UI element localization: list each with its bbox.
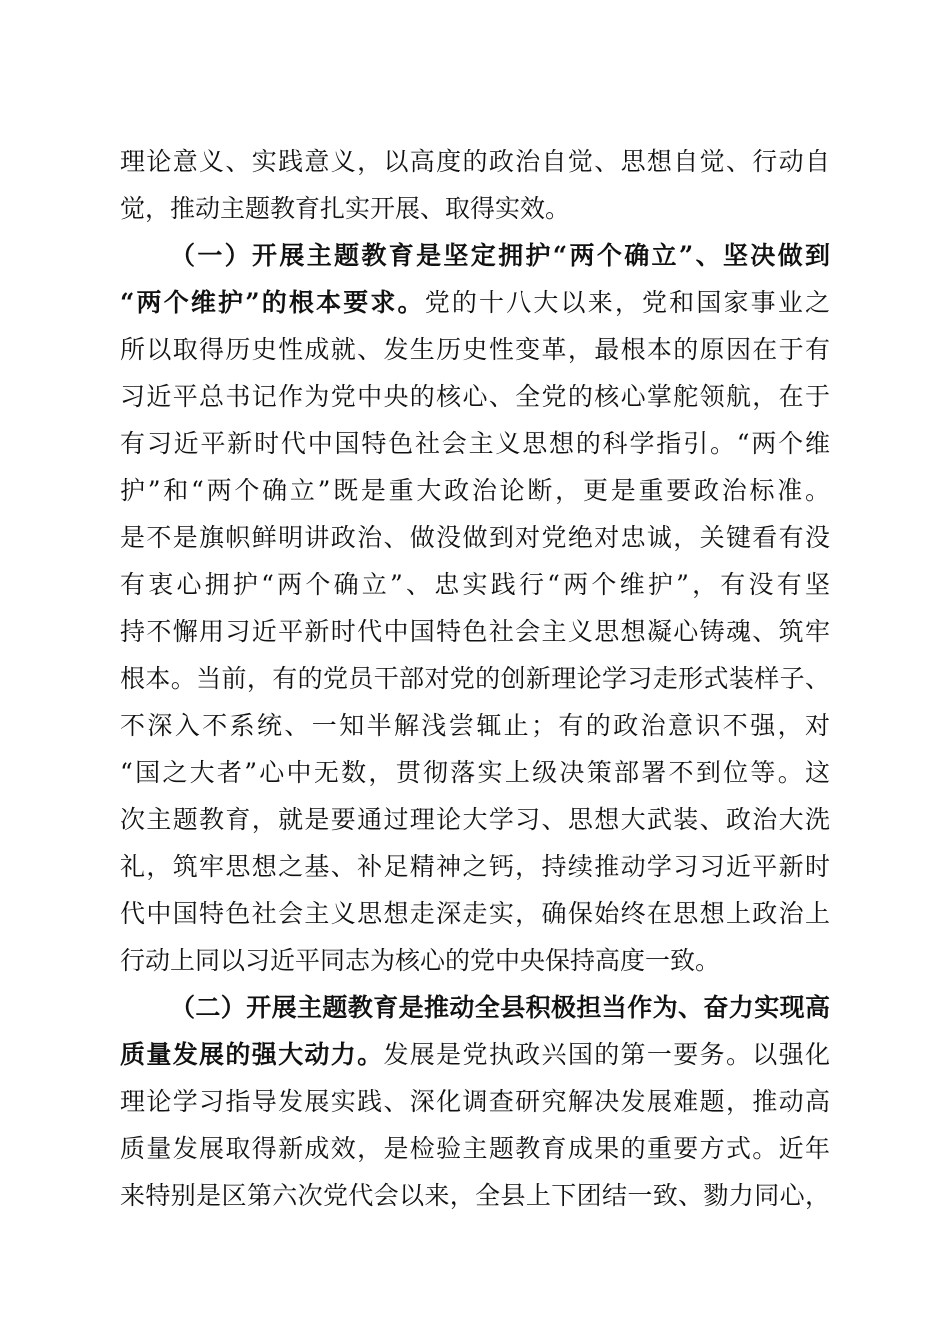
text-line — [120, 471, 830, 511]
body-text-segment: 不深入不系统、一知半解浅尝辄止；有的政治意识不强，对 — [120, 711, 830, 740]
text-line — [120, 565, 830, 605]
body-text-segment: 理论意义、实践意义，以高度的政治自觉、思想自觉、行动自 — [120, 147, 830, 176]
body-text-segment: 根本。当前，有的党员干部对党的创新理论学习走形式装样子、 — [120, 664, 830, 693]
body-text-segment: 持不懈用习近平新时代中国特色社会主义思想凝心铸魂、筑牢 — [120, 617, 830, 646]
body-text-segment: 有习近平新时代中国特色社会主义思想的科学指引。“两个维 — [120, 429, 830, 458]
bold-heading-segment: 质量发展的强大动力。 — [120, 1040, 384, 1069]
text-line — [120, 424, 830, 464]
text-line — [120, 1129, 830, 1169]
text-line — [120, 894, 830, 934]
text-line — [120, 377, 830, 417]
text-line — [120, 612, 830, 652]
body-text-segment: 行动上同以习近平同志为核心的党中央保持高度一致。 — [120, 946, 721, 975]
body-text-segment: 礼，筑牢思想之基、补足精神之钙，持续推动学习习近平新时 — [120, 852, 830, 881]
text-line — [120, 518, 830, 558]
body-text-segment: 有衷心拥护“两个确立”、忠实践行“两个维护”，有没有坚 — [120, 570, 830, 599]
text-line — [120, 800, 830, 840]
text-line — [120, 142, 830, 182]
text-line — [120, 1035, 830, 1075]
section-heading-line — [170, 988, 830, 1028]
body-text-segment: 质量发展取得新成效，是检验主题教育成果的重要方式。近年 — [120, 1134, 830, 1163]
text-line — [120, 706, 830, 746]
text-line — [120, 659, 830, 699]
body-text-segment: “国之大者”心中无数，贯彻落实上级决策部署不到位等。这 — [120, 758, 830, 787]
bold-heading-segment: “两个维护”的根本要求。 — [120, 288, 425, 317]
body-text-segment: 来特别是区第六次党代会以来，全县上下团结一致、勠力同心， — [120, 1181, 830, 1210]
text-line — [120, 753, 830, 793]
text-line — [120, 283, 830, 323]
body-text-segment: 是不是旗帜鲜明讲政治、做没做到对党绝对忠诚，关键看有没 — [120, 523, 830, 552]
text-line — [120, 330, 830, 370]
body-text-segment: 次主题教育，就是要通过理论大学习、思想大武装、政治大洗 — [120, 805, 830, 834]
body-text-segment: 觉，推动主题教育扎实开展、取得实效。 — [120, 194, 571, 223]
text-line — [120, 1082, 830, 1122]
bold-heading-segment: （二）开展主题教育是推动全县积极担当作为、奋力实现高 — [170, 993, 830, 1022]
text-line — [120, 189, 830, 229]
text-line — [120, 847, 830, 887]
body-text-segment: 代中国特色社会主义思想走深走实，确保始终在思想上政治上 — [120, 899, 830, 928]
body-text-segment: 习近平总书记作为党中央的核心、全党的核心掌舵领航，在于 — [120, 382, 830, 411]
body-text-segment: 护”和“两个确立”既是重大政治论断，更是重要政治标准。 — [120, 476, 830, 505]
body-text-segment: 发展是党执政兴国的第一要务。以强化 — [383, 1040, 830, 1069]
text-line — [120, 941, 830, 981]
section-heading-line — [170, 236, 830, 276]
body-text-segment: 所以取得历史性成就、发生历史性变革，最根本的原因在于有 — [120, 335, 830, 364]
text-line — [120, 1176, 830, 1216]
bold-heading-segment: （一）开展主题教育是坚定拥护“两个确立”、坚决做到 — [170, 241, 830, 270]
body-text-segment: 党的十八大以来，党和国家事业之 — [424, 288, 830, 317]
body-text-segment: 理论学习指导发展实践、深化调查研究解决发展难题，推动高 — [120, 1087, 830, 1116]
